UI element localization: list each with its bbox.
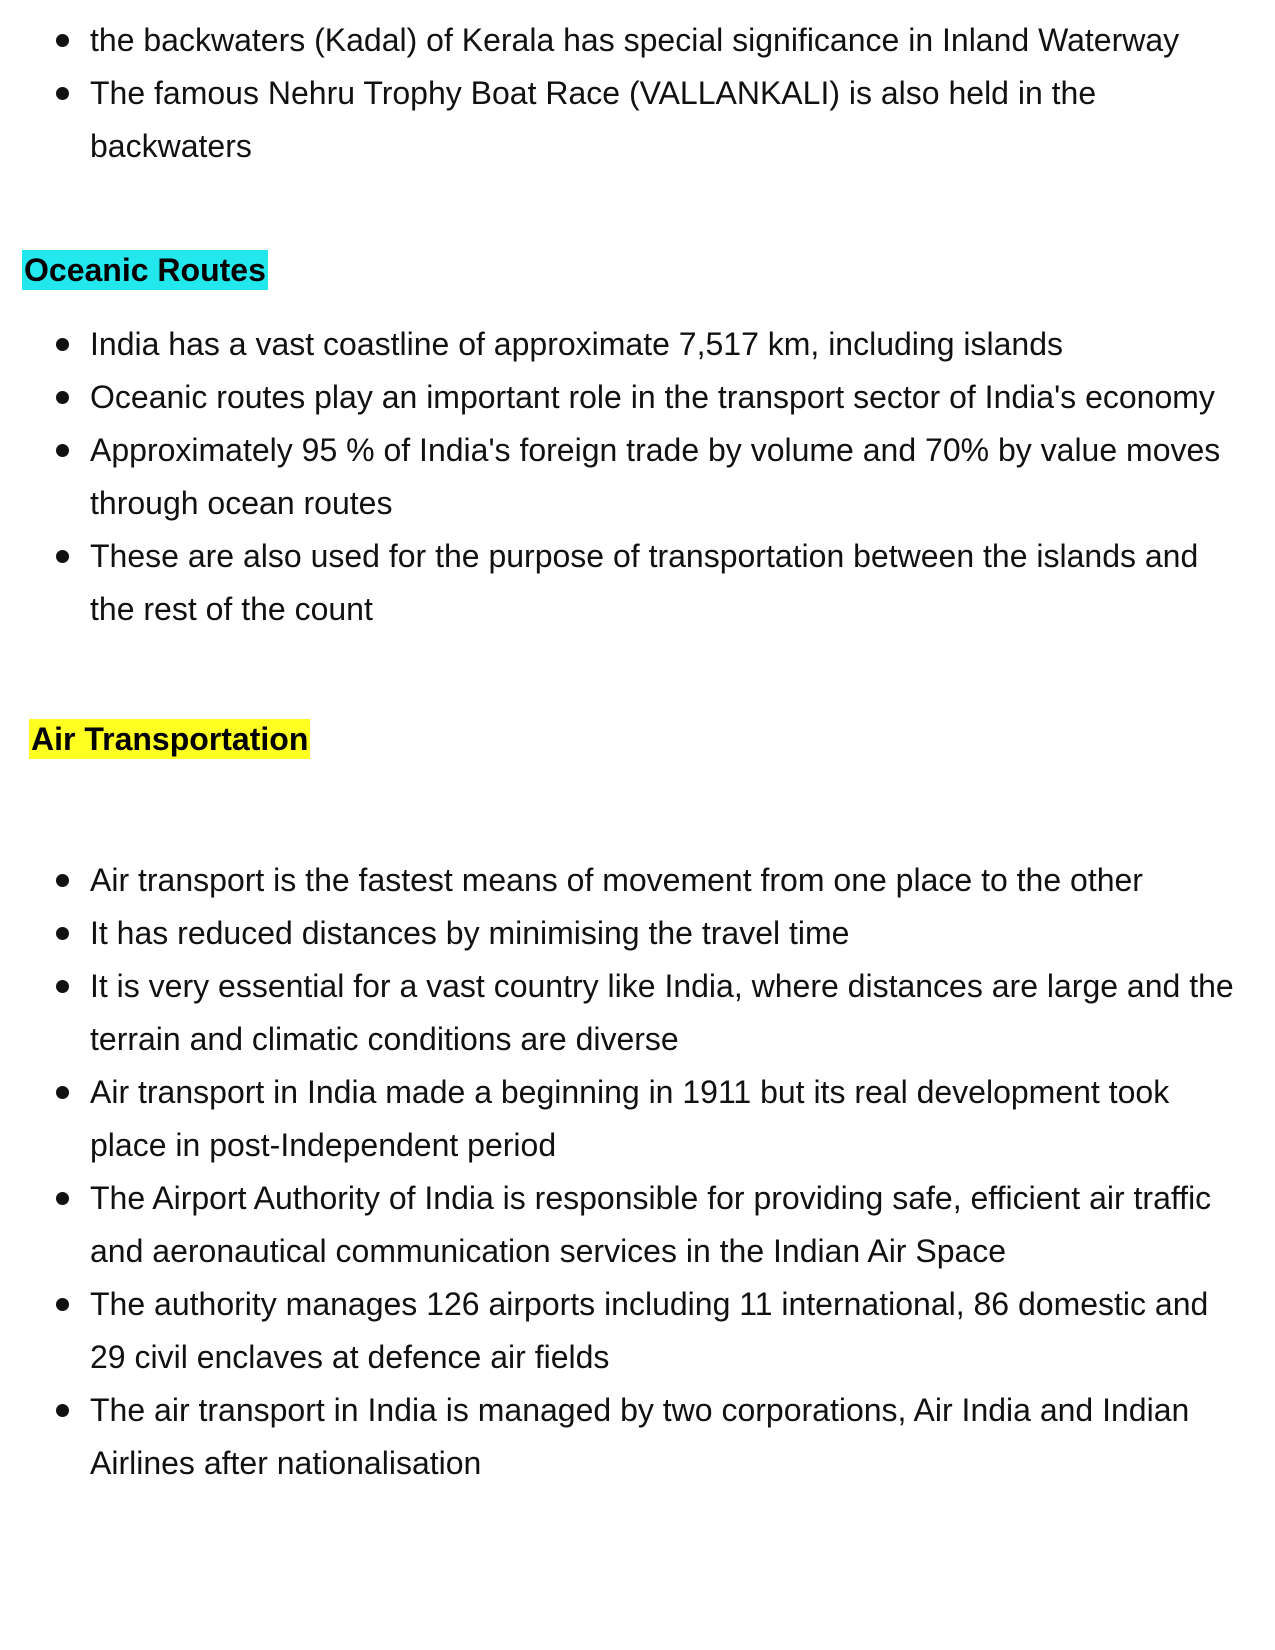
bullet-icon bbox=[56, 444, 69, 457]
bullet-icon bbox=[56, 87, 69, 100]
bullet-icon bbox=[56, 874, 69, 887]
bullet-icon bbox=[56, 338, 69, 351]
list-item bbox=[0, 424, 1275, 530]
list-item bbox=[0, 1172, 1275, 1278]
list-item-text: The famous Nehru Trophy Boat Race (VALLANKALI) is also held in the backwaters bbox=[90, 75, 1097, 164]
list-item bbox=[0, 318, 1275, 371]
list-item bbox=[0, 14, 1275, 67]
list-item-text: It has reduced distances by minimising the travel time bbox=[90, 915, 850, 951]
list-item-text: Approximately 95 % of India's foreign trade by volume and 70% by value moves through ocean routes bbox=[90, 432, 1221, 521]
list-item-text: Air transport in India made a beginning in 1911 but its real development took place in post-Independent period bbox=[90, 1074, 1170, 1163]
list-item-text: the backwaters (Kadal) of Kerala has special significance in Inland Waterway bbox=[90, 22, 1180, 58]
list-item bbox=[0, 67, 1275, 173]
list-item bbox=[0, 960, 1275, 1066]
bullet-icon bbox=[56, 1086, 69, 1099]
list-item-text: The air transport in India is managed by two corporations, Air India and Indian Airlines after nationalisation bbox=[90, 1392, 1190, 1481]
list-item bbox=[0, 371, 1275, 424]
list-item bbox=[0, 854, 1275, 907]
bullet-icon bbox=[56, 550, 69, 563]
oceanic-routes-heading: Oceanic Routes bbox=[24, 252, 266, 288]
list-item bbox=[0, 1278, 1275, 1384]
list-item bbox=[0, 1384, 1275, 1490]
air-transportation-heading: Air Transportation bbox=[31, 721, 309, 757]
list-item-text: It is very essential for a vast country like India, where distances are large and the terrain and climatic conditions are diverse bbox=[90, 968, 1234, 1057]
list-item-text: The authority manages 126 airports including 11 international, 86 domestic and 29 civil enclaves at defence air fields bbox=[90, 1286, 1209, 1375]
bullet-icon bbox=[56, 1192, 69, 1205]
list-item-text: India has a vast coastline of approximate 7,517 km, including islands bbox=[90, 326, 1063, 362]
list-item-text: Air transport is the fastest means of movement from one place to the other bbox=[90, 862, 1143, 898]
bullet-icon bbox=[56, 927, 69, 940]
list-item-text: The Airport Authority of India is responsible for providing safe, efficient air traffic and aeronautical communication services in the Indian Air Space bbox=[90, 1180, 1212, 1269]
bullet-icon bbox=[56, 980, 69, 993]
bullet-icon bbox=[56, 34, 69, 47]
bullet-icon bbox=[56, 391, 69, 404]
bullet-icon bbox=[56, 1404, 69, 1417]
list-item bbox=[0, 530, 1275, 636]
oceanic-routes-list bbox=[0, 318, 1275, 636]
list-item bbox=[0, 1066, 1275, 1172]
air-transportation-list bbox=[0, 854, 1275, 1490]
bullet-icon bbox=[56, 1298, 69, 1311]
list-item bbox=[0, 907, 1275, 960]
list-item-text: Oceanic routes play an important role in the transport sector of India's economy bbox=[90, 379, 1215, 415]
list-item-text: These are also used for the purpose of transportation between the islands and the rest of the count bbox=[90, 538, 1199, 627]
kerala-backwaters-list bbox=[0, 14, 1275, 173]
